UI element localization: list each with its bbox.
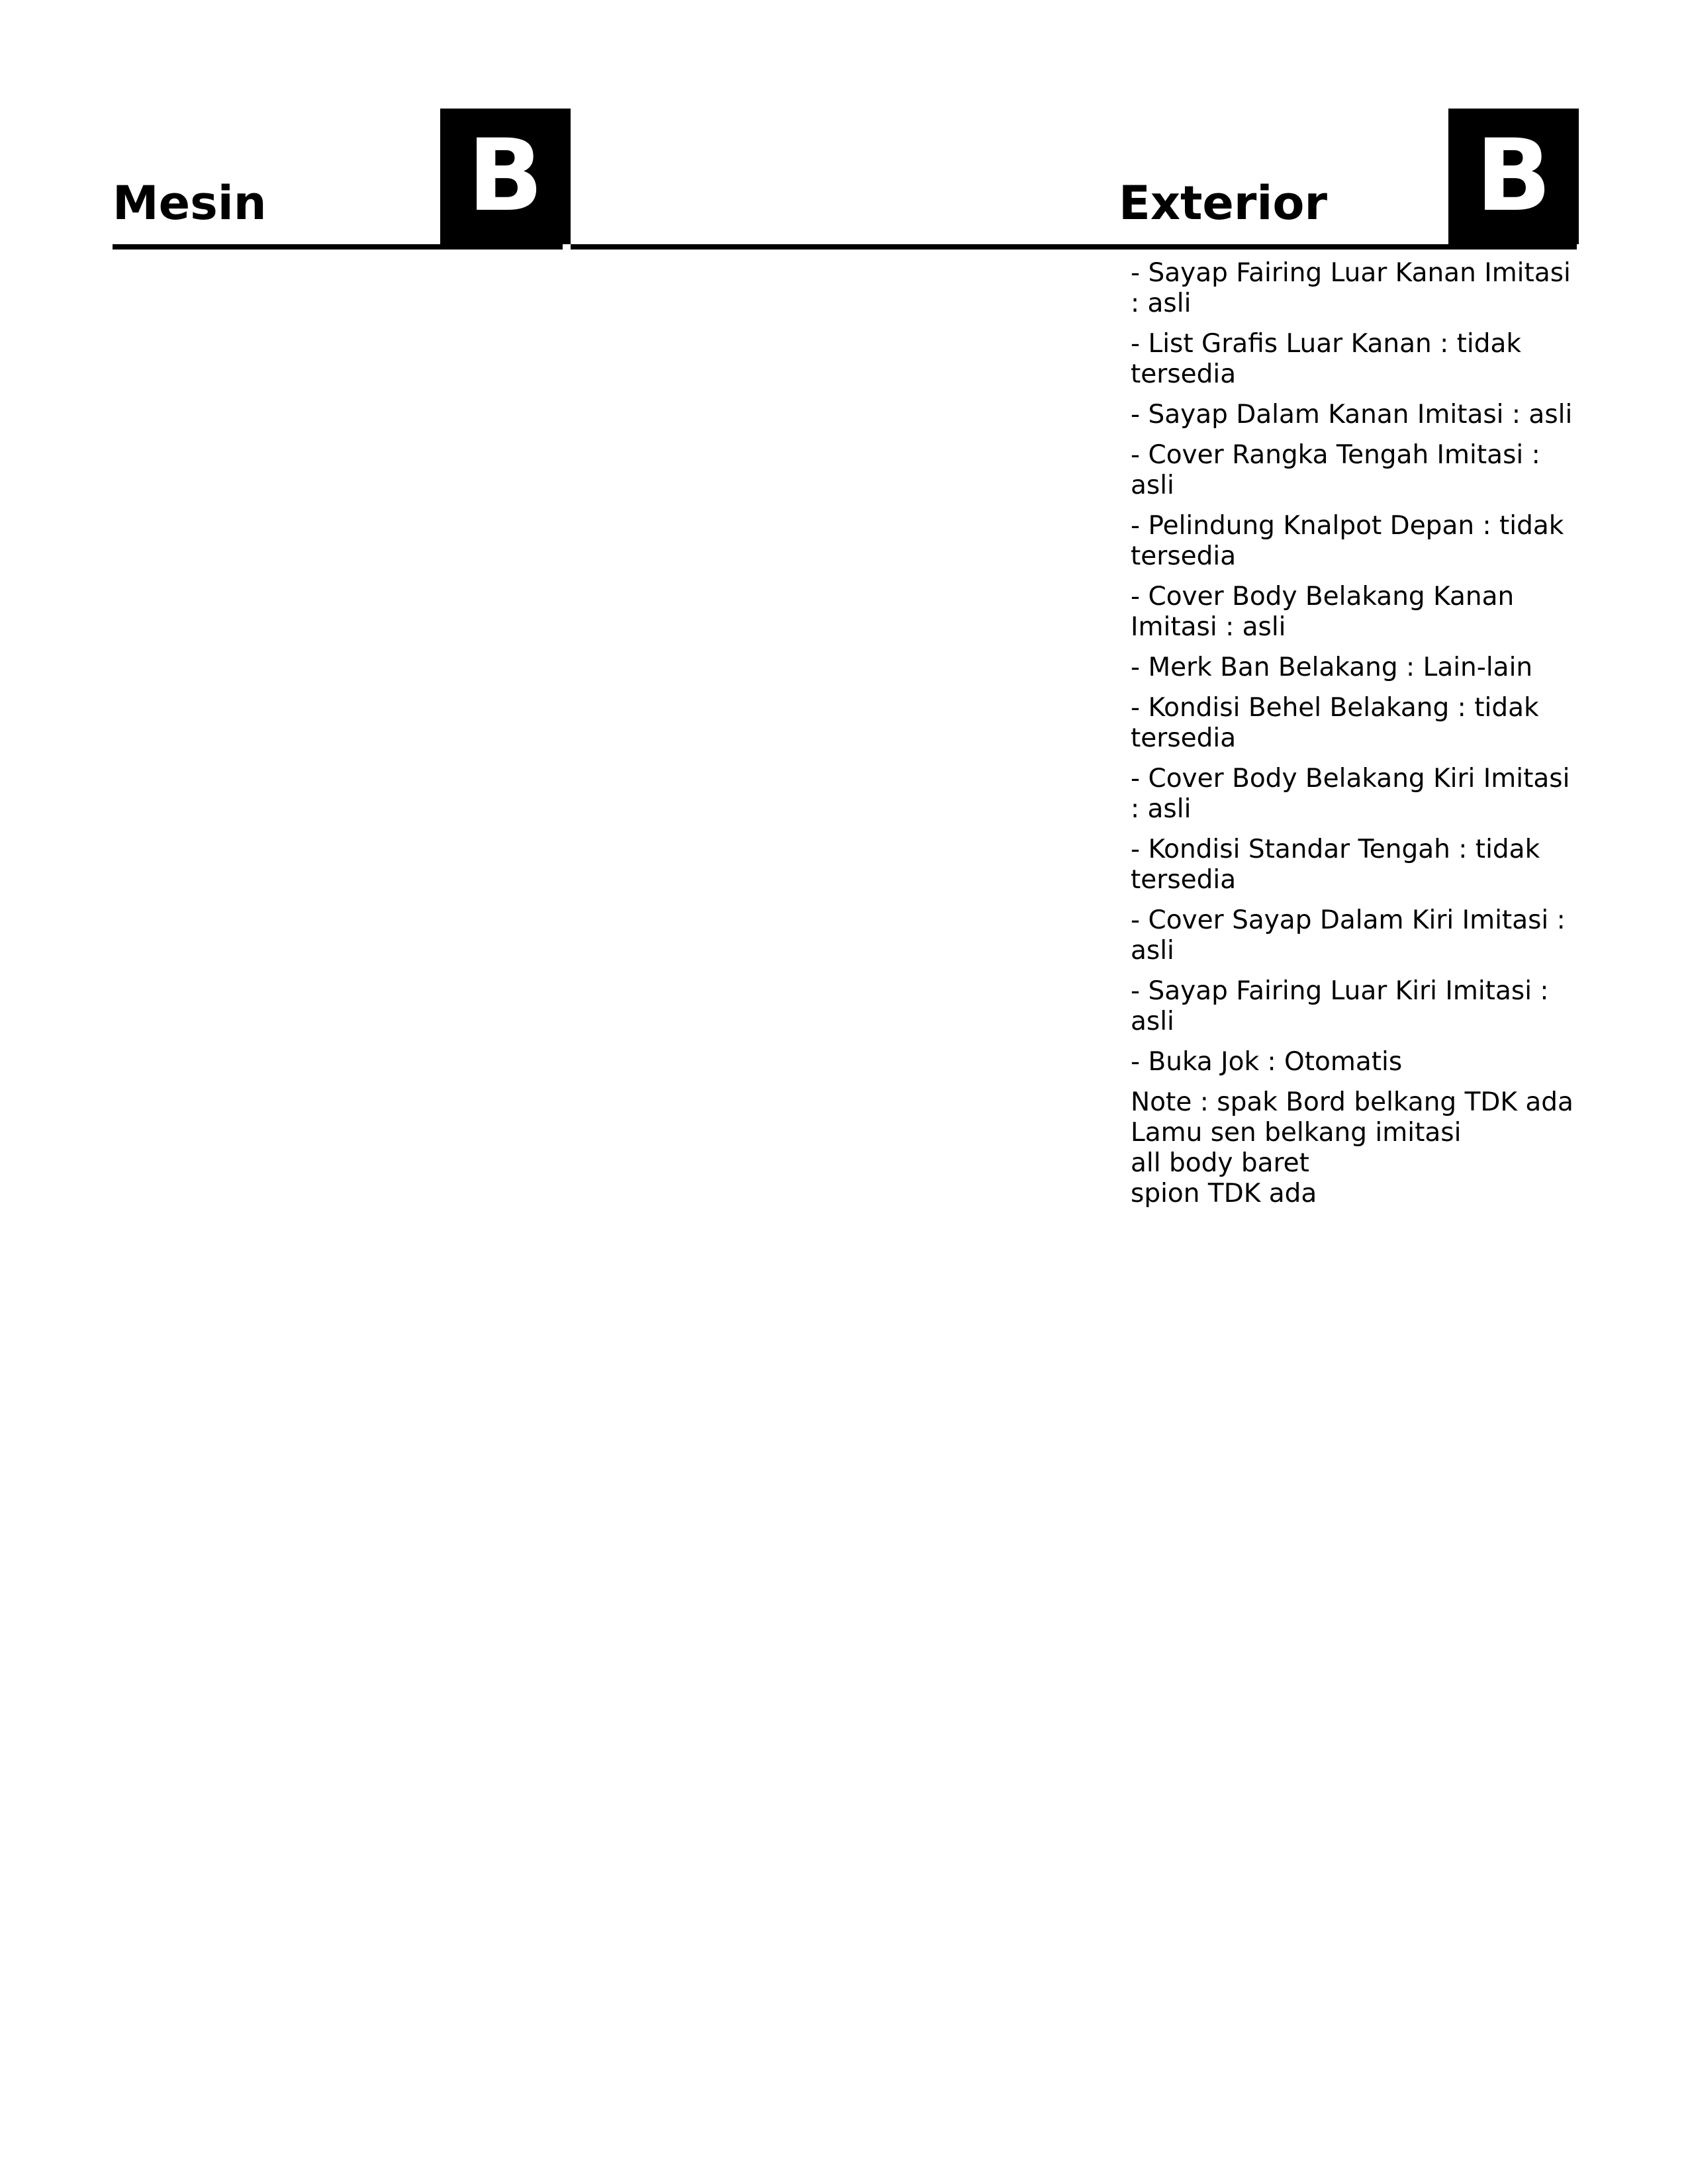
note-line: all body baret bbox=[1131, 1148, 1309, 1178]
note-line: spion TDK ada bbox=[1131, 1179, 1317, 1208]
exterior-item-list bbox=[1131, 258, 1581, 1219]
list-item: - Kondisi Behel Belakang : tidak tersedia bbox=[1131, 693, 1539, 753]
list-item: - List Grafis Luar Kanan : tidak tersedia bbox=[1131, 329, 1521, 389]
list-item: - Pelindung Knalpot Depan : tidak tersedia bbox=[1131, 511, 1564, 571]
exterior-section-divider bbox=[571, 244, 1577, 250]
mesin-section-divider bbox=[113, 244, 563, 250]
list-item: - Cover Body Belakang Kiri Imitasi : asli bbox=[1131, 764, 1570, 824]
exterior-note bbox=[1131, 1087, 1581, 1209]
exterior-grade-badge: B bbox=[1448, 109, 1579, 244]
mesin-grade-badge: B bbox=[440, 109, 571, 244]
exterior-section-title: Exterior bbox=[1119, 176, 1328, 230]
mesin-section-title: Mesin bbox=[113, 176, 267, 230]
list-item: - Sayap Fairing Luar Kanan Imitasi : asli bbox=[1131, 258, 1571, 318]
note-line: Lamu sen belkang imitasi bbox=[1131, 1118, 1462, 1148]
list-item: - Cover Body Belakang Kanan Imitasi : asli bbox=[1131, 582, 1515, 642]
note-line: Note : spak Bord belkang TDK ada bbox=[1131, 1087, 1573, 1117]
list-item: - Sayap Dalam Kanan Imitasi : asli bbox=[1131, 400, 1573, 430]
list-item: - Cover Sayap Dalam Kiri Imitasi : asli bbox=[1131, 905, 1566, 966]
list-item: - Sayap Fairing Luar Kiri Imitasi : asli bbox=[1131, 976, 1549, 1036]
list-item: - Buka Jok : Otomatis bbox=[1131, 1047, 1403, 1077]
list-item: - Merk Ban Belakang : Lain-lain bbox=[1131, 653, 1533, 682]
list-item: - Kondisi Standar Tengah : tidak tersedia bbox=[1131, 835, 1540, 895]
list-item: - Cover Rangka Tengah Imitasi : asli bbox=[1131, 440, 1540, 500]
